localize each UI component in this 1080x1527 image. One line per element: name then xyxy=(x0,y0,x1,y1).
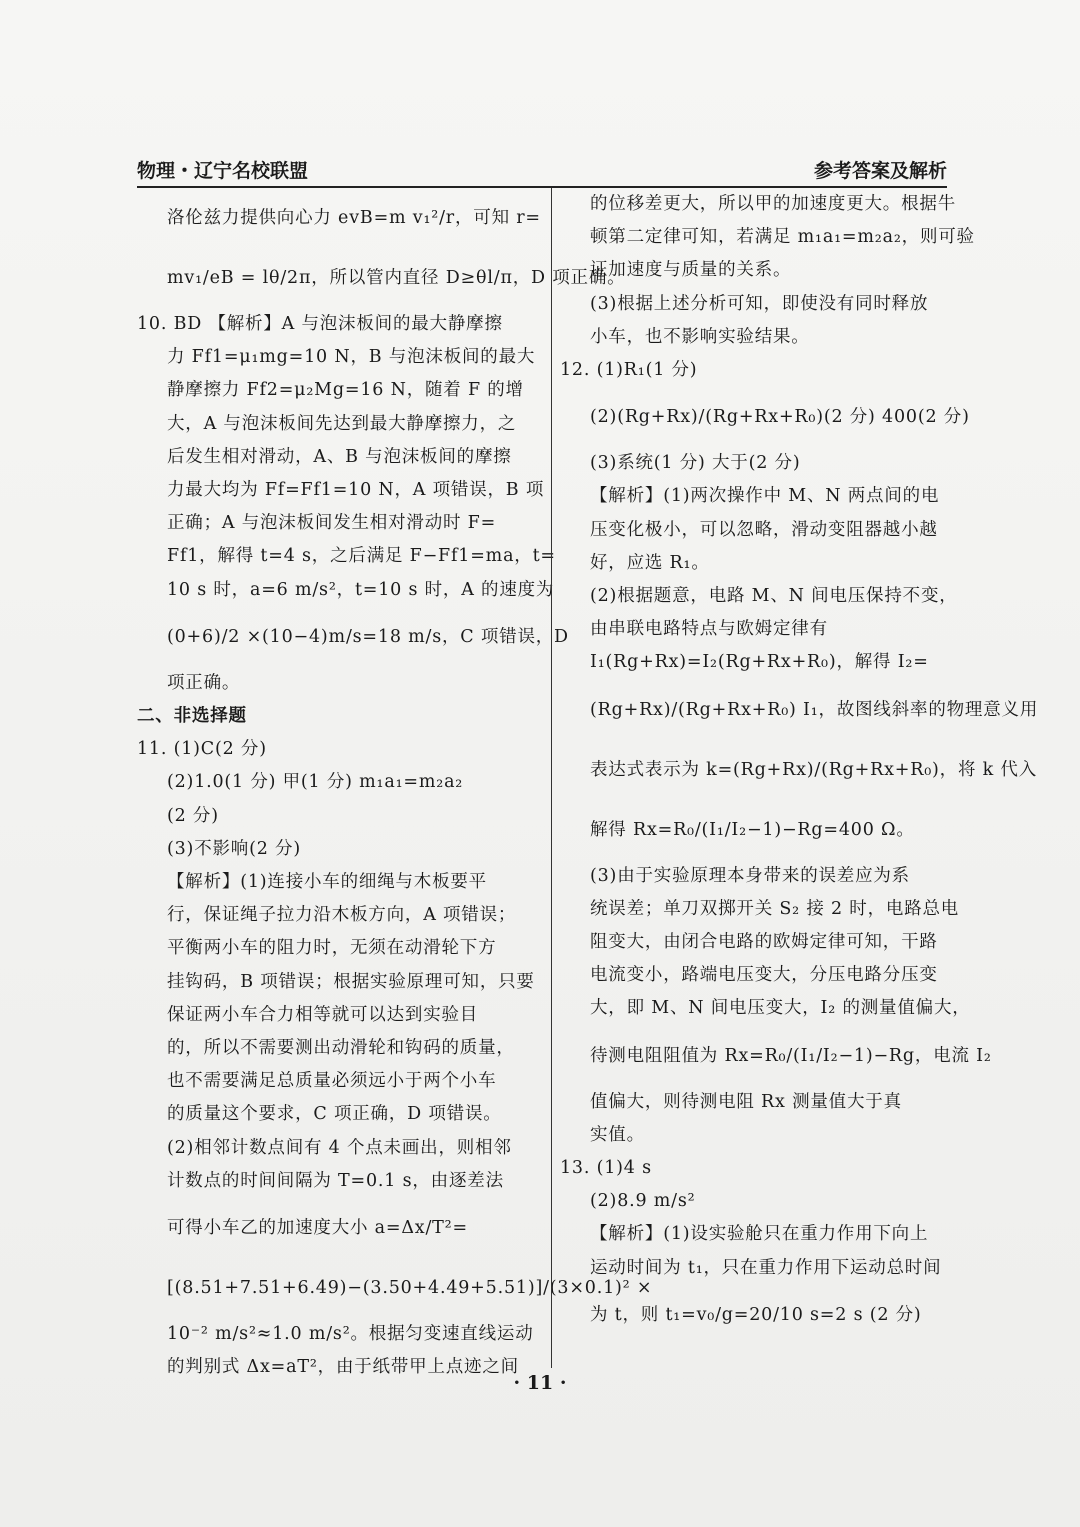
text-line: 证加速度与质量的关系。 xyxy=(590,260,792,281)
text-line: (2)1.0(1 分) 甲(1 分) m₁a₁=m₂a₂ xyxy=(167,772,464,793)
text-line: 运动时间为 t₁，只在重力作用下运动总时间 xyxy=(590,1257,942,1278)
text-line: 10 s 时，a=6 m/s²，t=10 s 时，A 的速度为 xyxy=(167,579,555,600)
page-number: · 11 · xyxy=(513,1372,567,1394)
text-line: 待测电阻阻值为 Rx=R₀/(I₁/I₂−1)−Rg，电流 I₂ xyxy=(590,1045,992,1066)
page-header xyxy=(137,156,947,188)
text-line: 为 t，则 t₁=v₀/g=20/10 s=2 s (2 分) xyxy=(590,1304,922,1325)
text-line: [(8.51+7.51+6.49)−(3.50+4.49+5.51)]/(3×0.1)² × xyxy=(167,1278,653,1299)
text-line: 表达式表示为 k=(Rg+Rx)/(Rg+Rx+R₀)，将 k 代入 xyxy=(590,759,1037,780)
text-line: 的质量这个要求，C 项正确，D 项错误。 xyxy=(167,1104,502,1125)
text-line: 压变化极小，可以忽略，滑动变阻器越小越 xyxy=(590,519,938,540)
text-line: 好，应选 R₁。 xyxy=(590,552,710,573)
text-line: 力 Ff1=μ₁mg=10 N，B 与泡沫板间的最大 xyxy=(167,347,536,368)
text-line: 行，保证绳子拉力沿木板方向，A 项错误； xyxy=(167,905,517,926)
text-line: 实值。 xyxy=(590,1124,645,1145)
text-line: mv₁/eB = lθ/2π，所以管内直径 D≥θl/π，D 项正确。 xyxy=(167,268,626,288)
text-line: 后发生相对滑动，A、B 与泡沫板间的摩擦 xyxy=(167,446,512,467)
text-line: 统误差；单刀双掷开关 S₂ 接 2 时，电路总电 xyxy=(590,898,960,919)
text-line: 计数点的时间间隔为 T=0.1 s，由逐差法 xyxy=(167,1170,504,1191)
header-title: 参考答案及解析 xyxy=(813,160,947,182)
text-line: (2)根据题意，电路 M、N 间电压保持不变， xyxy=(590,586,958,607)
text-line: 10⁻² m/s²≈1.0 m/s²。根据匀变速直线运动 xyxy=(167,1324,534,1345)
text-line: 10. BD 【解析】A 与泡沫板间的最大静摩擦 xyxy=(137,314,503,334)
text-line: 12. (1)R₁(1 分) xyxy=(560,360,698,381)
text-line: 阻变大，由闭合电路的欧姆定律可知，干路 xyxy=(590,932,938,953)
text-line: (2)相邻计数点间有 4 个点未画出，则相邻 xyxy=(167,1137,512,1158)
text-line: (2 分) xyxy=(167,805,219,826)
text-line: 的判别式 Δx=aT²，由于纸带甲上点迹之间 xyxy=(167,1357,519,1378)
right-column xyxy=(560,188,1039,1345)
text-line: 静摩擦力 Ff2=μ₂Mg=16 N，随着 F 的增 xyxy=(167,380,524,401)
text-line: 项正确。 xyxy=(167,672,241,693)
text-line: I₁(Rg+Rx)=I₂(Rg+Rx+R₀)，解得 I₂= xyxy=(590,652,929,673)
text-line: 顿第二定律可知，若满足 m₁a₁=m₂a₂，则可验 xyxy=(590,227,975,248)
text-line: 大，即 M、N 间电压变大，I₂ 的测量值偏大， xyxy=(590,998,971,1019)
text-line: 保证两小车合力相等就可以达到实验目 xyxy=(167,1004,479,1025)
text-line: (Rg+Rx)/(Rg+Rx+R₀) I₁，故图线斜率的物理意义用 xyxy=(590,699,1039,720)
text-line: 可得小车乙的加速度大小 a=Δx/T²= xyxy=(167,1218,468,1239)
header-subject: 物理・辽宁名校联盟 xyxy=(137,160,309,182)
text-line: 平衡两小车的阻力时，无须在动滑轮下方 xyxy=(167,938,497,959)
text-line: 电流变小，路端电压变大，分压电路分压变 xyxy=(590,965,938,986)
text-line: 13. (1)4 s xyxy=(560,1158,652,1179)
text-line: (0+6)/2 ×(10−4)m/s=18 m/s，C 项错误，D xyxy=(167,626,569,647)
text-line: 11. (1)C(2 分) xyxy=(137,739,267,760)
text-line: (3)不影响(2 分) xyxy=(167,838,301,859)
text-line: 解得 Rx=R₀/(I₁/I₂−1)−Rg=400 Ω。 xyxy=(590,819,915,840)
text-line: (3)系统(1 分) 大于(2 分) xyxy=(590,453,801,474)
text-line: 值偏大，则待测电阻 Rx 测量值大于真 xyxy=(590,1091,902,1112)
text-line: 【解析】(1)连接小车的细绳与木板要平 xyxy=(167,872,487,893)
text-line: 力最大均为 Ff=Ff1=10 N，A 项错误，B 项 xyxy=(167,480,545,501)
text-line: 【解析】(1)两次操作中 M、N 两点间的电 xyxy=(590,486,940,507)
text-line: 的，所以不需要测出动滑轮和钩码的质量， xyxy=(167,1038,515,1059)
column-divider xyxy=(551,188,552,1368)
text-line: (2)8.9 m/s² xyxy=(590,1191,696,1212)
text-line: 【解析】(1)设实验舱只在重力作用下向上 xyxy=(590,1224,929,1245)
text-line: 小车，也不影响实验结果。 xyxy=(590,326,810,347)
text-line: Ff1，解得 t=4 s，之后满足 F−Ff1=ma，t= xyxy=(167,546,556,567)
text-line: (2)(Rg+Rx)/(Rg+Rx+R₀)(2 分) 400(2 分) xyxy=(590,407,970,428)
text-line: 也不需要满足总质量必须远小于两个小车 xyxy=(167,1071,497,1092)
text-line: 洛伦兹力提供向心力 evB=m v₁²/r，可知 r= xyxy=(167,208,541,228)
text-line: 由串联电路特点与欧姆定律有 xyxy=(590,619,828,640)
text-line: 的位移差更大，所以甲的加速度更大。根据牛 xyxy=(590,194,956,214)
text-line: (3)由于实验原理本身带来的误差应为系 xyxy=(590,865,910,886)
text-line: 大，A 与泡沫板间先达到最大静摩擦力，之 xyxy=(167,413,517,434)
text-line: (3)根据上述分析可知，即使没有同时释放 xyxy=(590,293,929,314)
text-line: 正确；A 与泡沫板间发生相对滑动时 F= xyxy=(167,513,497,534)
text-line: 挂钩码，B 项错误；根据实验原理可知，只要 xyxy=(167,971,535,992)
section-heading: 二、非选择题 xyxy=(137,706,247,727)
